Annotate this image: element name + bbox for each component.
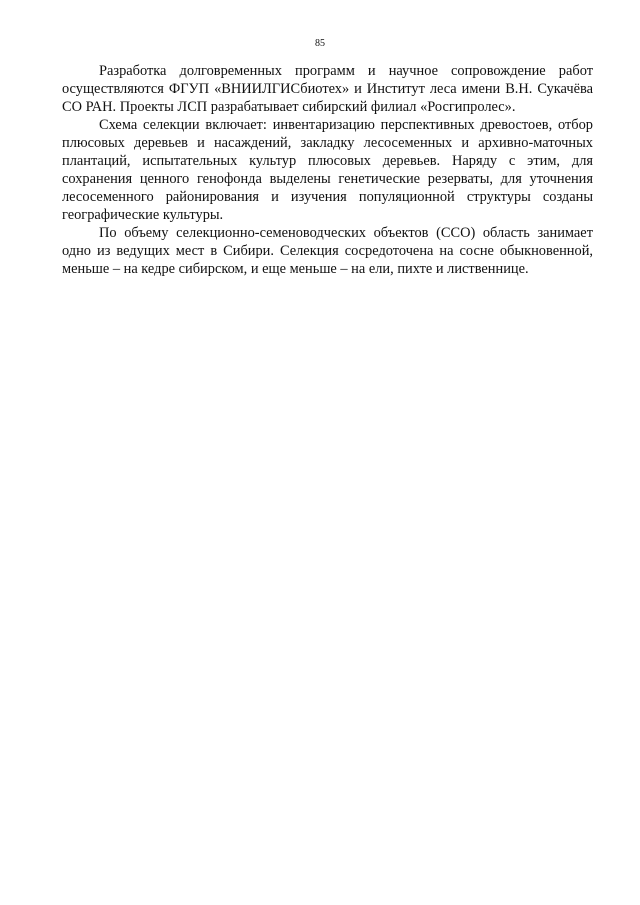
paragraph-2: Схема селекции включает: инвентаризацию перспективных древостоев, отбор плюсовых деревьев и насаждений, закладку лесосеменных и архивно-маточных плантаций, испытательных культур плюсовых деревьев. Наряду с этим, для сохранения ценного генофонда выделены генетические резерваты, для уточнения лесосеменного районирования и изучения популяционной структуры созданы географические культуры. (62, 117, 593, 223)
paragraph-3: По объему селекционно-семеноводческих объектов (ССО) область занимает одно из ведущих мест в Сибири. Селекция сосредоточена на сосне обыкновенной, меньше – на кедре сибирском, и еще меньше – на ели, пихте и лиственнице. (62, 225, 593, 277)
body-text (62, 62, 593, 278)
paragraph-1: Разработка долговременных программ и научное сопровождение работ осуществляются ФГУП «ВНИИЛГИСбиотех» и Институт леса имени В.Н. Сукачёва СО РАН. Проекты ЛСП разрабатывает сибирский филиал «Росгипролес». (62, 63, 593, 115)
page-number: 85 (315, 38, 325, 49)
